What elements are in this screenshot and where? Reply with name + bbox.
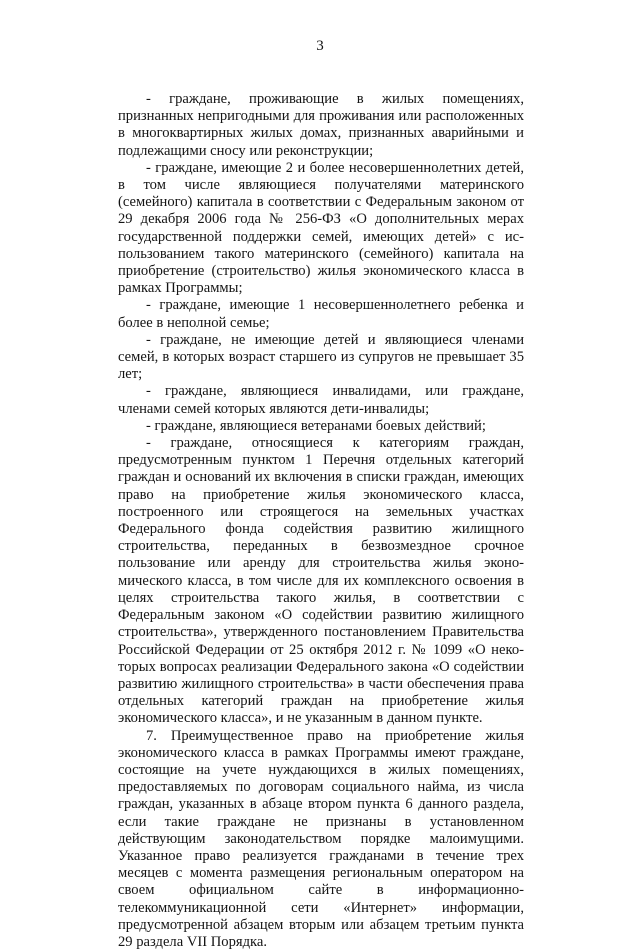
paragraph-single-parent: - граждане, имеющие 1 несовершеннолетнего ребенка и более в неполной семье;	[118, 297, 524, 331]
paragraph-disabled: - граждане, являющиеся инвалидами, или граждане, членами семей которых являются дети-инвалиды;	[118, 383, 524, 417]
paragraph-section-7: 7. Преимущественное право на приобретение жилья экономического класса в рамках Программы имеют граждане, состоящие на учете нуждающихся в жилых помещениях, предоставляемых по договорам социального найма, из числа граждан, указанных в абзаце втором пункта 6 данного раздела, если такие граждане не признаны в установленном действующим законодательством порядке малоимущими. Указанное право реализуется гражданами в течение трех месяцев с момента размещения региональным оператором на своем официальном сайте в информационно-телекоммуникационной сети «Интернет» информации, предусмотренной абзацем вторым или абзацем третьим пункта 29 раздела VII Порядка.	[118, 727, 524, 950]
page-number: 3	[316, 38, 324, 54]
document-body	[118, 91, 524, 951]
paragraph-veterans: - граждане, являющиеся ветеранами боевых действий;	[146, 417, 486, 434]
paragraph-two-children: - граждане, имеющие 2 и более несовершеннолетних детей, в том числе являющиеся получателями материнского (семейного) капитала в соответствии с Федеральным законом от 29 декабря 2006 года № 256-ФЗ «О дополнительных мерах государственной поддержки семей, имеющих детей» с использованием такого материнского (семейного) капитала на приобретение (строительство) жилья экономического класса в рамках Программы;	[118, 159, 524, 297]
paragraph-young-families: - граждане, не имеющие детей и являющиеся членами семей, в которых возраст старшего из супругов не превышает 35 лет;	[118, 331, 524, 383]
paragraph-unfit-housing: - граждане, проживающие в жилых помещениях, признанных непригодными для проживания или расположенных в многоквартирных жилых домах, признанных аварийными и подлежащими сносу или реконструкции;	[118, 91, 524, 159]
paragraph-other-categories: - граждане, относящиеся к категориям граждан, предусмотренным пунктом 1 Перечня отдельных категорий граждан и оснований их включения в списки граждан, имеющих право на приобретение жилья экономического класса, построенного или строящегося на земельных участках Федерального фонда содействия развитию жилищного строительства, переданных в безвозмездное срочное пользование или аренду для строительства жилья экономического класса, в том числе для их комплексного освоения в целях строительства такого жилья, в соответствии с Федеральным законом «О содействии развитию жилищного строительства», утвержденного постановлением Правительства Российской Федерации от 25 октября 2012 г. № 1099 «О некоторых вопросах реализации Федерального закона «О содействии развитию жилищного строительства» в части обеспечения права отдельных категорий граждан на приобретение жилья экономического класса», и не указанным в данном пункте.	[118, 435, 524, 727]
